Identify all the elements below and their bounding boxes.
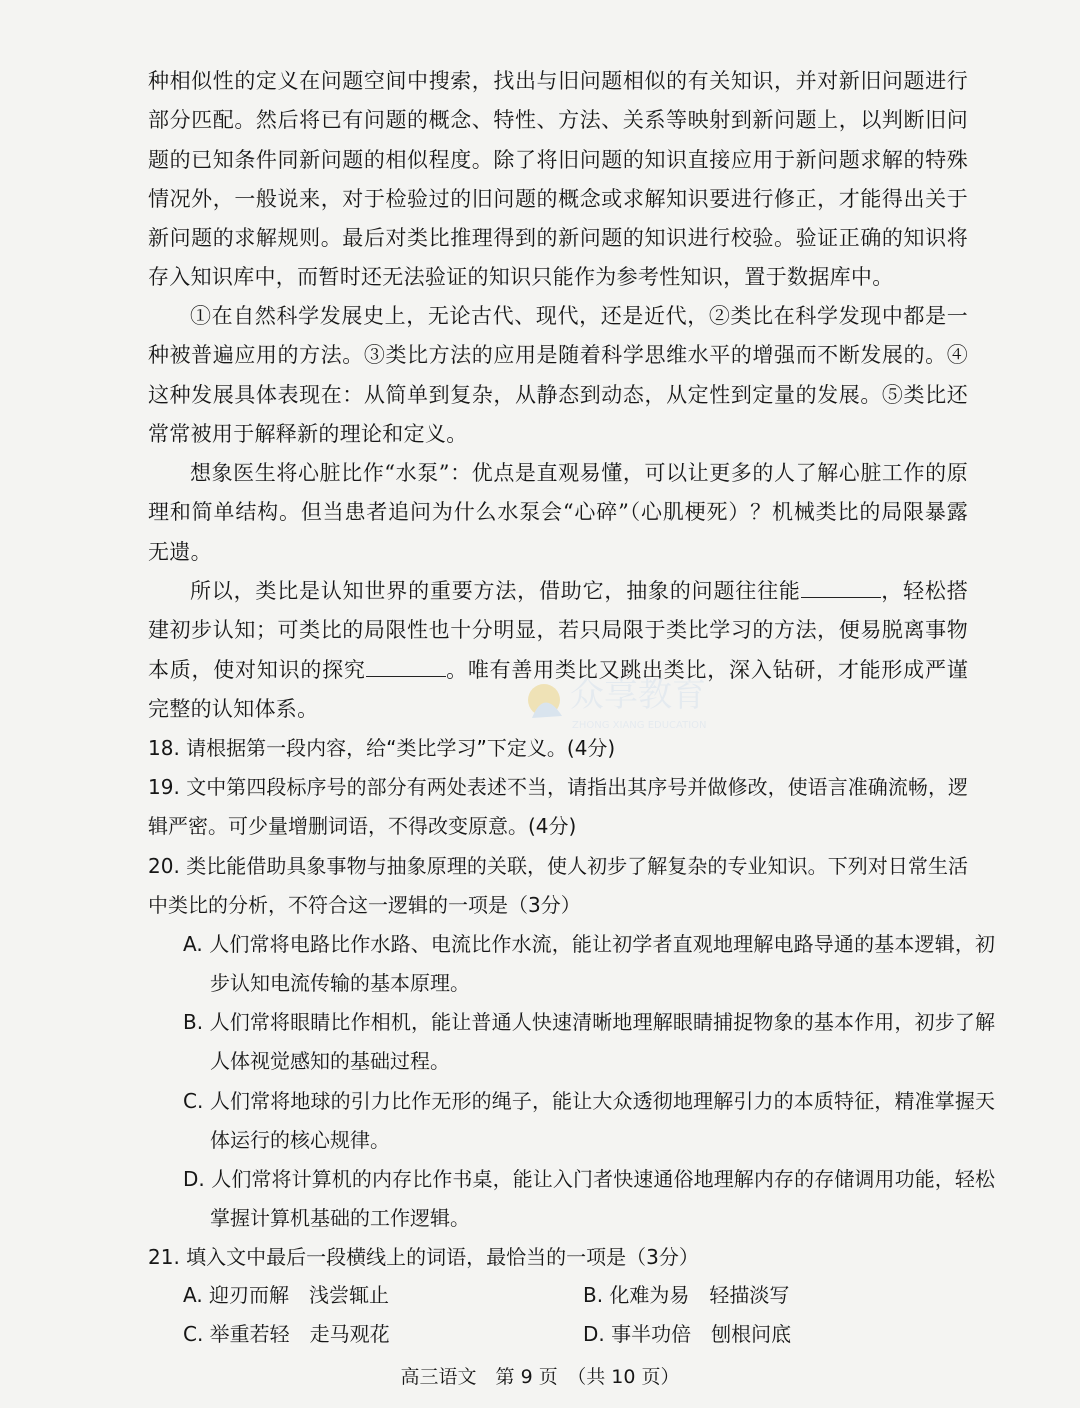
question-20-option-d: D. 人们常将计算机的内存比作书桌，能让入门者快速通俗地理解内存的存储调用功能，轻松掌握计算机基础的工作逻辑。 [183,1167,995,1231]
question-19: 19. 文中第四段标序号的部分有两处表述不当，请指出其序号并做修改，使语言准确流畅，逻辑严密。可少量增删词语，不得改变原意。(4分) [148,775,968,839]
passage-paragraph-3: 想象医生将心脏比作“水泵”：优点是直观易懂，可以让更多的人了解心脏工作的原理和简单结构。但当患者追问为什么水泵会“心碎”（心肌梗死）？机械类比的局限暴露无遗。 [148,461,968,564]
watermark-text: 众享教育 [570,675,706,715]
watermark-subtext: ZHONG XIANG EDUCATION [572,720,707,731]
question-21-option-a: A. 迎刃而解 浅尝辄止 [183,1283,390,1307]
paragraph-4-part-b: ，轻松搭建初步认知；可类比的局限性也十分明显，若只局限于类比学习的方法，便易脱离事物本质，使对知识的探究 [148,579,968,682]
fill-blank-1 [801,596,881,598]
question-20: 20. 类比能借助具象事物与抽象原理的关联，使人初步了解复杂的专业知识。下列对日常生活中类比的分析，不符合这一逻辑的一项是（3分） [148,854,968,918]
question-21-option-d: D. 事半功倍 刨根问底 [583,1322,792,1346]
question-20-option-a: A. 人们常将电路比作水路、电流比作水流，能让初学者直观地理解电路导通的基本逻辑，初步认知电流传输的基本原理。 [183,932,995,996]
page-footer: 高三语文 第 9 页 （共 10 页） [400,1366,680,1388]
question-20-option-c: C. 人们常将地球的引力比作无形的绳子，能让大众透彻地理解引力的本质特征，精准掌握天体运行的核心规律。 [183,1089,995,1153]
question-21: 21. 填入文中最后一段横线上的词语，最恰当的一项是（3分） [148,1245,699,1269]
fill-blank-2 [366,675,446,677]
paragraph-4-part-a: 所以，类比是认知世界的重要方法，借助它，抽象的问题往往能 [190,579,801,603]
question-21-option-b: B. 化难为易 轻描淡写 [583,1283,790,1307]
passage-paragraph-2: ①在自然科学发展史上，无论古代、现代，还是近代，②类比在科学发现中都是一种被普遍应用的方法。③类比方法的应用是随着科学思维水平的增强而不断发展的。④这种发展具体表现在：从简单到复杂，从静态到动态，从定性到定量的发展。⑤类比还常常被用于解释新的理论和定义。 [148,304,968,446]
passage-paragraph-1: 种相似性的定义在问题空间中搜索，找出与旧问题相似的有关知识，并对新旧问题进行部分匹配。然后将已有问题的概念、特性、方法、关系等映射到新问题上，以判断旧问题的已知条件同新问题的相似程度。除了将旧问题的知识直接应用于新问题求解的特殊情况外，一般说来，对于检验过的旧问题的概念或求解知识要进行修正，才能得出关于新问题的求解规则。最后对类比推理得到的新问题的知识进行校验。验证正确的知识将存入知识库中，而暂时还无法验证的知识只能作为参考性知识，置于数据库中。 [148,69,968,290]
paragraph-4-part-c: 。唯有善用类比又跳出类比，深入钻研，才能形成严谨完整的认知体系。 [148,657,969,721]
question-21-option-c: C. 举重若轻 走马观花 [183,1322,390,1346]
question-20-option-b: B. 人们常将眼睛比作相机，能让普通人快速清晰地理解眼睛捕捉物象的基本作用，初步了解人体视觉感知的基础过程。 [183,1010,995,1074]
question-18: 18. 请根据第一段内容，给“类比学习”下定义。(4分) [148,736,616,760]
